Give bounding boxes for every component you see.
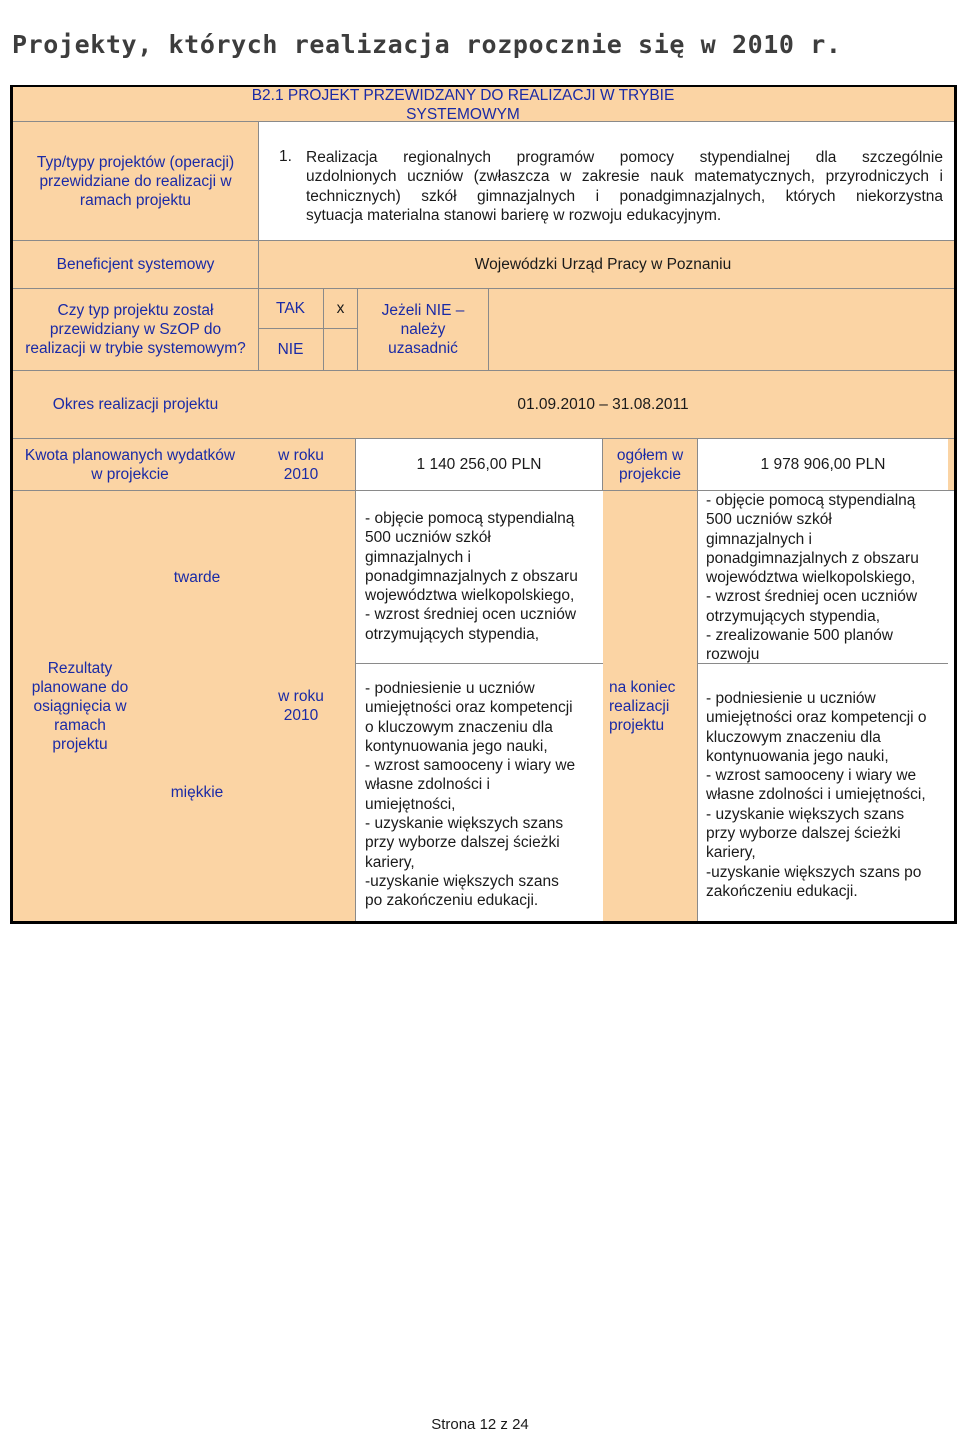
- text-line: - objęcie pomocą stypendialną: [365, 510, 575, 527]
- text-line: - podniesienie u uczniów: [706, 690, 876, 707]
- text-line: 500 uczniów szkół: [365, 529, 491, 547]
- kwota-row: [13, 439, 954, 491]
- beneficjent-row: [13, 241, 954, 289]
- text-line: umiejętności,: [365, 795, 456, 813]
- text-line: kontynuowania jego nauki,: [365, 737, 548, 755]
- project-table: [10, 85, 957, 924]
- nie-checkbox: [324, 329, 358, 370]
- text-line: gimnazjalnych i: [706, 530, 812, 548]
- page-title: Projekty, których realizacja rozpocznie się w 2010 r.: [12, 30, 842, 59]
- col-koniec-divider: [697, 491, 698, 921]
- jezeli-nie-label: Jeżeli NIE – należy uzasadnić: [381, 302, 465, 357]
- typ-row: [13, 122, 954, 241]
- okres-label: Okres realizacji projektu: [52, 396, 219, 413]
- text-line: - wzrost samooceny i wiary we: [706, 767, 917, 785]
- text-line: -uzyskanie większych szans: [365, 872, 559, 890]
- section-header-row: [13, 87, 954, 122]
- rezultaty-label: Rezultaty planowane do osiągnięcia w ramach projektu: [13, 491, 147, 921]
- beneficjent-label: Beneficjent systemowy: [56, 256, 215, 273]
- text-line: własne zdolności i: [365, 776, 490, 794]
- text-line: - podniesienie u uczniów: [365, 680, 535, 697]
- text-line: - wzrost średniej ocen uczniów: [365, 606, 577, 624]
- miekkie-label: miękkie: [147, 663, 247, 921]
- text-line: po zakończeniu edukacji.: [365, 892, 539, 910]
- text-line: - objęcie pomocą stypendialną: [706, 492, 916, 509]
- typ-divider: [258, 122, 259, 240]
- text-line: - uzyskanie większych szans: [365, 815, 564, 833]
- text-line: - wzrost samooceny i wiary we: [365, 757, 576, 775]
- text-line: przy wyborze dalszej ścieżki: [365, 834, 560, 852]
- typ-label: Typ/typy projektów (operacji) przewidziane do realizacji w ramach projektu: [13, 122, 258, 240]
- twarde-label: twarde: [147, 491, 247, 663]
- text-line: otrzymujących stypendia,: [365, 625, 540, 643]
- text-line: -uzyskanie większych szans po: [706, 863, 922, 881]
- typ-number: 1.: [279, 148, 292, 165]
- okres-row: [13, 371, 954, 439]
- text-line: 500 uczniów szkół: [706, 511, 832, 529]
- text-line: - wzrost średniej ocen uczniów: [706, 588, 918, 606]
- text-line: o kluczowym znaczeniu dla: [365, 718, 553, 736]
- text-line: kariery,: [365, 853, 415, 871]
- col-2010-hdivider: [355, 663, 603, 664]
- text-line: sytuacja materialna stanowi barierę w rozwoju edukacyjnym.: [306, 206, 722, 224]
- page-footer: Strona 12 z 24: [431, 1416, 529, 1433]
- text-line: uzdolnionych uczniów (zwłaszcza w zakresie nauk matematycznych, przyrodniczych i: [306, 168, 943, 186]
- text-line: umiejętności oraz kompetencji: [365, 699, 573, 717]
- szop-options-box: [258, 289, 489, 370]
- kwota-w-roku-2010: w roku 2010: [278, 446, 324, 483]
- col-koniec-hdivider: [697, 663, 948, 664]
- text-line: przy wyborze dalszej ścieżki: [706, 825, 901, 843]
- text-line: kariery,: [706, 844, 756, 862]
- kwota-ogolem-label: ogółem w projekcie: [616, 446, 684, 483]
- text-line: Realizacja regionalnych programów pomocy stypendialnej dla szczególnie: [306, 149, 943, 166]
- text-line: otrzymujących stypendia,: [706, 607, 881, 625]
- text-line: - uzyskanie większych szans: [706, 805, 905, 823]
- text-line: gimnazjalnych i: [365, 548, 471, 566]
- text-line: ponadgimnazjalnych z obszaru: [365, 567, 578, 585]
- szop-label: Czy typ projektu został przewidziany w SzOP do realizacji w trybie systemowym?: [25, 302, 246, 357]
- section-header: B2.1 PROJEKT PRZEWIDZANY DO REALIZACJI W TRYBIE SYSTEMOWYM: [251, 86, 675, 123]
- tak-checkmark: x: [324, 289, 358, 329]
- typ-value: [306, 148, 943, 225]
- kwota-label: Kwota planowanych wydatków w projekcie: [24, 446, 236, 483]
- tak-option: TAK: [258, 289, 324, 329]
- text-line: umiejętności oraz kompetencji o: [706, 709, 927, 727]
- text-line: własne zdolności i umiejętności,: [706, 786, 926, 804]
- nie-option: NIE: [258, 329, 324, 370]
- text-line: kluczowym znaczeniu dla: [706, 728, 881, 746]
- text-line: - zrealizowanie 500 planów: [706, 627, 893, 645]
- text-line: zakończeniu edukacji.: [706, 882, 858, 900]
- rezultaty-w-roku-2010: w roku 2010: [247, 491, 355, 921]
- col-2010-divider: [355, 491, 356, 921]
- text-line: ponadgimnazjalnych z obszaru: [706, 549, 919, 567]
- miekkie-koniec-list: [706, 689, 950, 901]
- twarde-koniec-list: [706, 491, 950, 665]
- rezultaty-block: [13, 491, 954, 921]
- na-koniec-label: na koniec realizacji projektu: [603, 491, 697, 921]
- text-line: kontynuowania jego nauki,: [706, 747, 889, 765]
- twarde-2010-list: [365, 509, 601, 644]
- text-line: technicznych) szkół gimnazjalnych i ponadgimnazjalnych, których niekorzystna: [306, 187, 943, 205]
- text-line: rozwoju: [706, 646, 760, 664]
- szop-row: [13, 289, 954, 371]
- kwota-2010-value: 1 140 256,00 PLN: [355, 439, 603, 490]
- text-line: województwa wielkopolskiego,: [706, 569, 916, 587]
- text-line: województwa wielkopolskiego,: [365, 587, 575, 605]
- miekkie-2010-list: [365, 679, 601, 911]
- beneficjent-value: Wojewódzki Urząd Pracy w Poznaniu: [474, 256, 732, 273]
- okres-value: 01.09.2010 – 31.08.2011: [517, 396, 689, 413]
- kwota-ogolem-value: 1 978 906,00 PLN: [697, 439, 948, 490]
